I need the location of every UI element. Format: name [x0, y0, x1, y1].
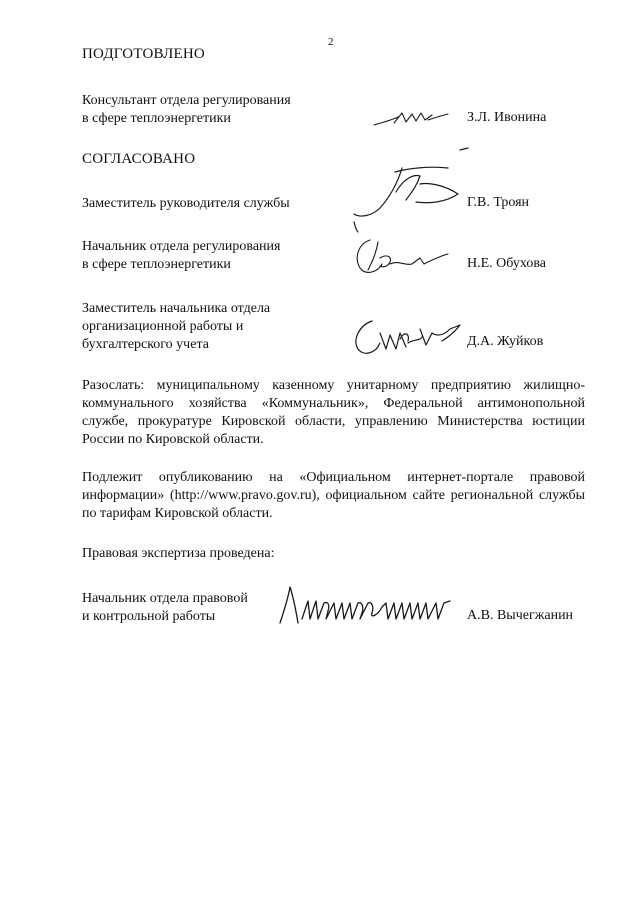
- signatory-zhuykov-position-line2: организационной работы и: [82, 319, 244, 334]
- legal-review-text: Правовая экспертиза проведена:: [82, 546, 275, 561]
- signatory-zhuykov-name: Д.А. Жуйков: [467, 334, 544, 349]
- legal-review-name: А.В. Вычегжанин: [467, 608, 574, 623]
- prepared-position-line2: в сфере теплоэнергетики: [82, 111, 231, 126]
- approved-heading: СОГЛАСОВАНО: [82, 151, 196, 167]
- signature-zhuykov: [350, 315, 465, 360]
- signatory-obukhova-position-line1: Начальник отдела регулирования: [82, 239, 281, 254]
- signature-vychegzhanin: [278, 585, 458, 630]
- prepared-name: З.Л. Ивонина: [467, 110, 547, 125]
- signature-obukhova: [350, 230, 450, 280]
- publication-paragraph: Подлежит опубликованию на «Официальном интернет-портале правовой информации» (http://www.pravo.gov.ru), официальном сайте региональной службы по тарифам Кировской области.: [82, 470, 585, 521]
- legal-review-position-line1: Начальник отдела правовой: [82, 591, 248, 606]
- legal-review-position-line2: и контрольной работы: [82, 609, 216, 624]
- signatory-troyan-name: Г.В. Троян: [467, 195, 530, 210]
- page-number: 2: [328, 36, 334, 48]
- prepared-position-line1: Консультант отдела регулирования: [82, 93, 291, 108]
- signatory-obukhova-name: Н.Е. Обухова: [467, 256, 546, 271]
- signatory-zhuykov-position-line3: бухгалтерского учета: [82, 337, 209, 352]
- signature-ivonina: [372, 108, 452, 130]
- distribution-paragraph: Разослать: муниципальному казенному унитарному предприятию жилищно-коммунального хозяйства «Коммунальник», Федеральной антимонопольной службе, прокуратуре Кировской области, управлению Министерства юстиции России по Кировской области.: [82, 378, 585, 447]
- signature-troyan: [350, 142, 470, 232]
- prepared-heading: ПОДГОТОВЛЕНО: [82, 46, 205, 62]
- signatory-obukhova-position-line2: в сфере теплоэнергетики: [82, 257, 231, 272]
- signatory-zhuykov-position-line1: Заместитель начальника отдела: [82, 301, 271, 316]
- signatory-troyan-position: Заместитель руководителя службы: [82, 196, 290, 211]
